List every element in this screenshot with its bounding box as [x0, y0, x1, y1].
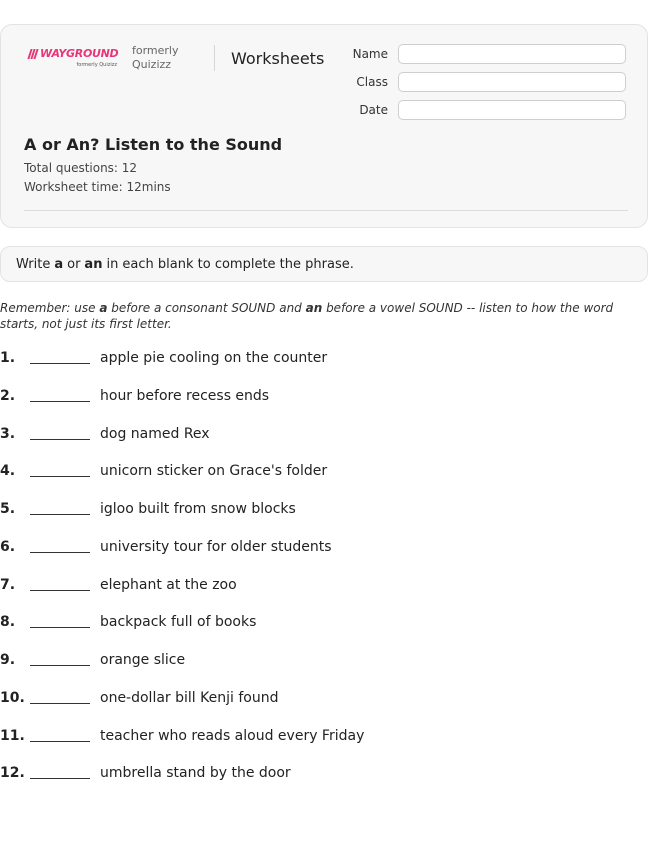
- name-field[interactable]: [398, 44, 626, 64]
- question-text: teacher who reads aloud every Friday: [100, 728, 365, 744]
- question-number: 8.: [0, 614, 16, 630]
- reminder-text-3: before a vowel SOUND -- listen to how the word starts, not just its first letter.: [0, 301, 614, 331]
- question-text: backpack full of books: [100, 614, 257, 630]
- quizizz-line: Quizizz: [132, 58, 172, 71]
- worksheet-header: [0, 24, 648, 228]
- answer-blank[interactable]: [30, 741, 90, 742]
- reminder-an: an: [305, 301, 323, 315]
- instructions-an: an: [84, 256, 103, 272]
- question-number: 10.: [0, 690, 25, 706]
- class-field[interactable]: [398, 72, 626, 92]
- question-number: 9.: [0, 652, 16, 668]
- question-text: elephant at the zoo: [100, 577, 237, 593]
- question-text: university tour for older students: [100, 539, 332, 555]
- instructions-or: or: [67, 256, 81, 272]
- reminder-text-1: Remember: use: [0, 301, 100, 315]
- name-label: Name: [352, 47, 388, 61]
- question-number: 3.: [0, 426, 16, 442]
- answer-blank[interactable]: [30, 476, 90, 477]
- question-item: [0, 461, 640, 481]
- class-label: Class: [356, 75, 388, 89]
- instructions-post: in each blank to complete the phrase.: [106, 256, 354, 272]
- answer-blank[interactable]: [30, 439, 90, 440]
- question-item: [0, 424, 640, 444]
- total-questions: Total questions: 12: [24, 161, 138, 175]
- reminder-a: a: [99, 301, 108, 315]
- wayground-logo: [29, 47, 121, 68]
- answer-blank[interactable]: [30, 514, 90, 515]
- question-number: 1.: [0, 350, 16, 366]
- answer-blank[interactable]: [30, 590, 90, 591]
- formerly-line: formerly: [132, 44, 179, 57]
- question-number: 7.: [0, 577, 16, 593]
- logo-wordmark: WAYGROUND: [40, 47, 119, 60]
- question-item: [0, 386, 640, 406]
- question-number: 12.: [0, 765, 25, 781]
- question-text: hour before recess ends: [100, 388, 270, 404]
- question-item: [0, 726, 640, 746]
- answer-blank[interactable]: [30, 703, 90, 704]
- worksheets-label: Worksheets: [231, 49, 325, 68]
- logo-subtitle: formerly Quizizz: [76, 62, 117, 68]
- header-divider: [214, 45, 215, 71]
- formerly-quizizz-note: [132, 44, 179, 72]
- question-text: dog named Rex: [100, 426, 210, 442]
- question-item: [0, 763, 640, 783]
- name-field-row: [331, 43, 626, 65]
- instructions-card: [0, 246, 648, 282]
- answer-blank[interactable]: [30, 363, 90, 364]
- worksheet-title: A or An? Listen to the Sound: [24, 135, 283, 154]
- question-text: igloo built from snow blocks: [100, 501, 296, 517]
- question-text: unicorn sticker on Grace's folder: [100, 463, 328, 479]
- question-text: umbrella stand by the door: [100, 765, 291, 781]
- question-item: [0, 537, 640, 557]
- header-bottom-divider: [24, 210, 628, 211]
- question-item: [0, 575, 640, 595]
- question-item: [0, 650, 640, 670]
- instructions-pre: Write: [16, 256, 51, 272]
- answer-blank[interactable]: [30, 665, 90, 666]
- answer-blank[interactable]: [30, 627, 90, 628]
- answer-blank[interactable]: [30, 778, 90, 779]
- date-field[interactable]: [398, 100, 626, 120]
- date-label: Date: [359, 103, 388, 117]
- question-number: 2.: [0, 388, 16, 404]
- answer-blank[interactable]: [30, 552, 90, 553]
- date-field-row: [331, 99, 626, 121]
- logo-bars-icon: [29, 49, 37, 59]
- worksheet-time: Worksheet time: 12mins: [24, 180, 171, 194]
- instructions-a: a: [54, 256, 64, 272]
- question-text: one-dollar bill Kenji found: [100, 690, 279, 706]
- answer-blank[interactable]: [30, 401, 90, 402]
- reminder-text-2: before a consonant SOUND and: [107, 301, 306, 315]
- question-text: apple pie cooling on the counter: [100, 350, 328, 366]
- question-number: 11.: [0, 728, 25, 744]
- question-item: [0, 348, 640, 368]
- question-number: 6.: [0, 539, 16, 555]
- question-item: [0, 499, 640, 519]
- question-item: [0, 612, 640, 632]
- question-text: orange slice: [100, 652, 186, 668]
- question-number: 4.: [0, 463, 16, 479]
- class-field-row: [331, 71, 626, 93]
- reminder-note: [0, 300, 640, 332]
- question-item: [0, 688, 640, 708]
- question-number: 5.: [0, 501, 16, 517]
